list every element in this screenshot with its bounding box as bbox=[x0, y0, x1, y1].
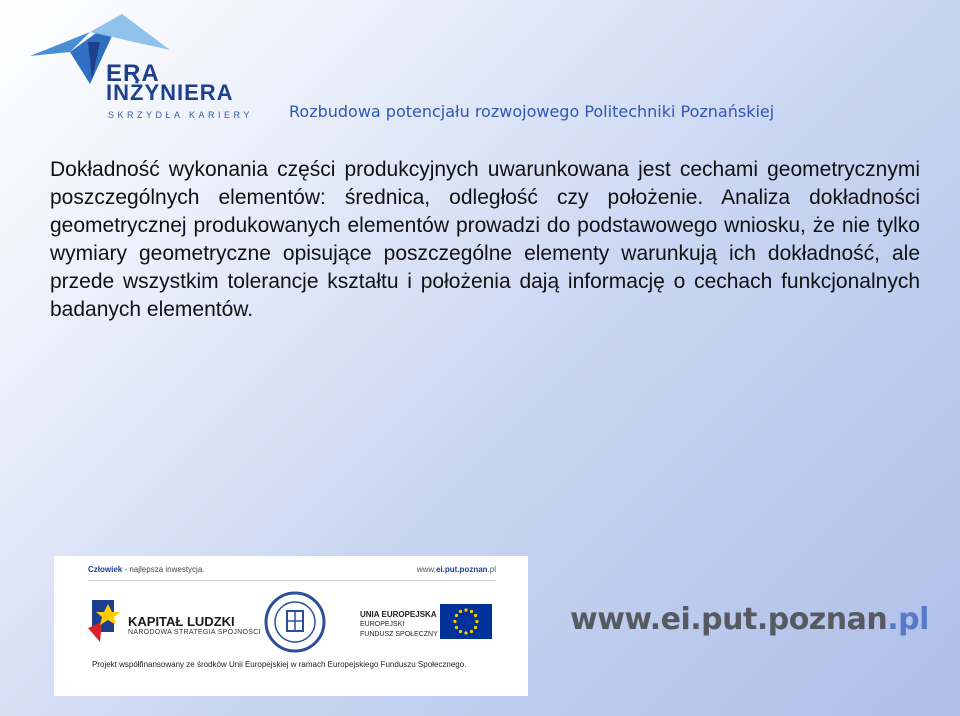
eu-slogan bbox=[88, 565, 205, 574]
eu-union-label: UNIA EUROPEJSKA bbox=[360, 610, 437, 619]
site-url[interactable] bbox=[570, 602, 929, 637]
kapital-ludzki-emblem-icon bbox=[88, 598, 124, 644]
eu-small-url-prefix: www. bbox=[416, 565, 436, 574]
eu-small-url-suffix: .pl bbox=[487, 565, 496, 574]
eu-funding-panel bbox=[54, 556, 528, 696]
eu-flag-icon bbox=[440, 604, 492, 639]
eu-slogan-bold: Człowiek bbox=[88, 565, 123, 574]
logo-inzyniera-text: INŻYNIERA bbox=[106, 80, 234, 105]
eu-european-label: EUROPEJSKI bbox=[360, 621, 405, 628]
era-inzyniera-logo bbox=[30, 14, 260, 124]
body-paragraph: Dokładność wykonania części produkcyjnych uwarunkowana jest cechami geometrycznymi poszczególnych elementów: średnica, odległość czy położenie. Analiza dokładności geometrycznej produkowanych elementów prowadzi do podstawowego wniosku, że nie tylko wymiary geometryczne opisujące poszczególne elementy warunkują ich dokładność, ale przede wszystkim tolerancje kształtu i położenia dają informację o cechach funkcjonalnych badanych elementów. bbox=[50, 158, 920, 321]
kapital-ludzki-subtitle: NARODOWA STRATEGIA SPÓJNOŚCI bbox=[128, 629, 261, 636]
poznan-university-seal-icon bbox=[264, 591, 326, 653]
logo-era-text: ERA bbox=[106, 60, 160, 87]
kapital-ludzki-title: KAPITAŁ LUDZKI bbox=[128, 614, 235, 629]
eu-text-block bbox=[360, 610, 438, 640]
eu-social-fund-label: FUNDUSZ SPOŁECZNY bbox=[360, 631, 438, 638]
eu-slogan-rest: - najlepsza inwestycja. bbox=[122, 565, 205, 574]
site-url-suffix: .pl bbox=[887, 602, 929, 637]
site-url-main: www.ei.put.poznan bbox=[570, 602, 888, 637]
eu-small-url bbox=[417, 565, 496, 574]
cofinance-note: Projekt współfinansowany ze środków Unii Europejskiej w ramach Europejskiego Funduszu Społecznego. bbox=[92, 660, 467, 669]
project-title: Rozbudowa potencjału rozwojowego Politechniki Poznańskiej bbox=[289, 102, 775, 121]
eu-divider bbox=[88, 580, 496, 581]
logo-tagline: SKRZYDŁA KARIERY bbox=[108, 110, 253, 120]
eu-small-url-bold: ei.put.poznan bbox=[435, 565, 488, 574]
